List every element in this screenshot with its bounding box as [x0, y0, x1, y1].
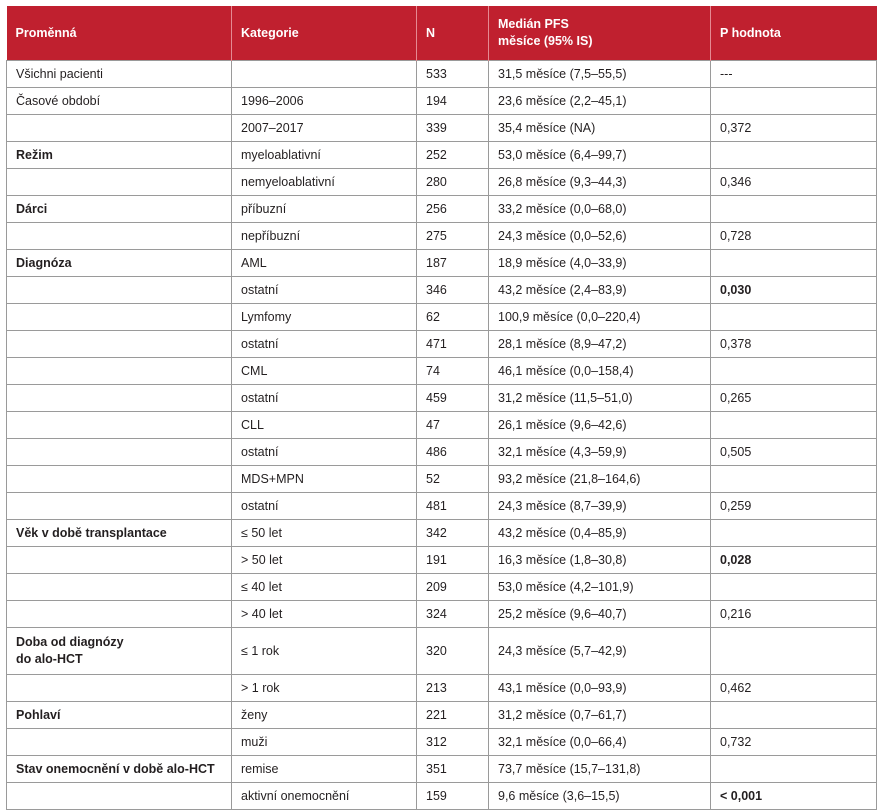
cell-median: 53,0 měsíce (6,4–99,7) — [489, 142, 711, 169]
cell-p-value — [711, 756, 877, 783]
cell-n: 62 — [417, 304, 489, 331]
header-n: N — [417, 6, 489, 61]
cell-median: 26,8 měsíce (9,3–44,3) — [489, 169, 711, 196]
table-row — [7, 783, 877, 810]
cell-p-value: 0,030 — [711, 277, 877, 304]
table-row — [7, 439, 877, 466]
cell-n: 471 — [417, 331, 489, 358]
cell-category: ostatní — [232, 331, 417, 358]
cell-variable — [7, 331, 232, 358]
table-row — [7, 169, 877, 196]
cell-category: nemyeloablativní — [232, 169, 417, 196]
cell-category: 1996–2006 — [232, 88, 417, 115]
table-row — [7, 223, 877, 250]
cell-n: 339 — [417, 115, 489, 142]
table-row — [7, 61, 877, 88]
table-row — [7, 358, 877, 385]
cell-n: 481 — [417, 493, 489, 520]
cell-category: aktivní onemocnění — [232, 783, 417, 810]
table-row — [7, 601, 877, 628]
cell-n: 209 — [417, 574, 489, 601]
cell-p-value — [711, 412, 877, 439]
cell-median: 33,2 měsíce (0,0–68,0) — [489, 196, 711, 223]
cell-p-value: 0,732 — [711, 729, 877, 756]
cell-category: > 1 rok — [232, 675, 417, 702]
header-median-pfs — [489, 6, 711, 61]
cell-n: 213 — [417, 675, 489, 702]
cell-p-value: 0,372 — [711, 115, 877, 142]
table-row — [7, 115, 877, 142]
cell-p-value: 0,728 — [711, 223, 877, 250]
cell-median: 25,2 měsíce (9,6–40,7) — [489, 601, 711, 628]
cell-median: 73,7 měsíce (15,7–131,8) — [489, 756, 711, 783]
cell-variable — [7, 729, 232, 756]
cell-p-value: 0,216 — [711, 601, 877, 628]
cell-p-value: 0,462 — [711, 675, 877, 702]
cell-category: AML — [232, 250, 417, 277]
cell-p-value — [711, 520, 877, 547]
cell-variable — [7, 675, 232, 702]
cell-variable — [7, 385, 232, 412]
cell-median: 35,4 měsíce (NA) — [489, 115, 711, 142]
cell-variable — [7, 277, 232, 304]
cell-n: 320 — [417, 628, 489, 675]
cell-variable — [7, 466, 232, 493]
cell-median: 24,3 měsíce (0,0–52,6) — [489, 223, 711, 250]
cell-category: muži — [232, 729, 417, 756]
header-p-value: P hodnota — [711, 6, 877, 61]
cell-n: 486 — [417, 439, 489, 466]
table-row — [7, 196, 877, 223]
cell-category — [232, 61, 417, 88]
table-header — [7, 6, 877, 61]
cell-n: 191 — [417, 547, 489, 574]
cell-n: 275 — [417, 223, 489, 250]
cell-p-value — [711, 304, 877, 331]
cell-variable-line2: do alo-HCT — [16, 652, 83, 666]
cell-category: CLL — [232, 412, 417, 439]
cell-p-value: --- — [711, 61, 877, 88]
cell-n: 47 — [417, 412, 489, 439]
cell-category: ostatní — [232, 493, 417, 520]
cell-p-value — [711, 702, 877, 729]
cell-category: > 40 let — [232, 601, 417, 628]
cell-variable: Pohlaví — [7, 702, 232, 729]
table-row — [7, 412, 877, 439]
cell-n: 342 — [417, 520, 489, 547]
cell-p-value: < 0,001 — [711, 783, 877, 810]
cell-n: 324 — [417, 601, 489, 628]
cell-variable — [7, 169, 232, 196]
table-row — [7, 304, 877, 331]
cell-variable — [7, 783, 232, 810]
cell-p-value — [711, 88, 877, 115]
cell-variable — [7, 628, 232, 675]
header-variable: Proměnná — [7, 6, 232, 61]
cell-p-value — [711, 574, 877, 601]
cell-median: 43,2 měsíce (0,4–85,9) — [489, 520, 711, 547]
cell-n: 459 — [417, 385, 489, 412]
cell-median: 9,6 měsíce (3,6–15,5) — [489, 783, 711, 810]
cell-n: 52 — [417, 466, 489, 493]
table-row — [7, 729, 877, 756]
cell-median: 53,0 měsíce (4,2–101,9) — [489, 574, 711, 601]
cell-variable — [7, 304, 232, 331]
cell-p-value: 0,505 — [711, 439, 877, 466]
cell-variable — [7, 547, 232, 574]
cell-n: 194 — [417, 88, 489, 115]
cell-category: příbuzní — [232, 196, 417, 223]
table-body — [7, 61, 877, 810]
cell-median: 24,3 měsíce (8,7–39,9) — [489, 493, 711, 520]
cell-median: 43,2 měsíce (2,4–83,9) — [489, 277, 711, 304]
cell-n: 221 — [417, 702, 489, 729]
cell-n: 74 — [417, 358, 489, 385]
cell-n: 351 — [417, 756, 489, 783]
header-median-line2: měsíce (95% IS) — [498, 34, 593, 48]
cell-median: 23,6 měsíce (2,2–45,1) — [489, 88, 711, 115]
cell-category: ostatní — [232, 277, 417, 304]
cell-category: ≤ 40 let — [232, 574, 417, 601]
cell-median: 100,9 měsíce (0,0–220,4) — [489, 304, 711, 331]
cell-median: 46,1 měsíce (0,0–158,4) — [489, 358, 711, 385]
table-row — [7, 466, 877, 493]
cell-category: remise — [232, 756, 417, 783]
table-row — [7, 277, 877, 304]
cell-variable — [7, 115, 232, 142]
cell-n: 187 — [417, 250, 489, 277]
cell-category: Lymfomy — [232, 304, 417, 331]
cell-category: ≤ 50 let — [232, 520, 417, 547]
cell-variable — [7, 223, 232, 250]
cell-median: 28,1 měsíce (8,9–47,2) — [489, 331, 711, 358]
cell-median: 18,9 měsíce (4,0–33,9) — [489, 250, 711, 277]
cell-variable: Všichni pacienti — [7, 61, 232, 88]
cell-p-value — [711, 466, 877, 493]
cell-p-value: 0,346 — [711, 169, 877, 196]
table-row — [7, 520, 877, 547]
cell-variable: Dárci — [7, 196, 232, 223]
cell-p-value — [711, 358, 877, 385]
cell-category: 2007–2017 — [232, 115, 417, 142]
cell-n: 533 — [417, 61, 489, 88]
cell-n: 256 — [417, 196, 489, 223]
cell-variable — [7, 601, 232, 628]
cell-category: CML — [232, 358, 417, 385]
cell-median: 32,1 měsíce (0,0–66,4) — [489, 729, 711, 756]
header-category: Kategorie — [232, 6, 417, 61]
cell-median: 24,3 měsíce (5,7–42,9) — [489, 628, 711, 675]
cell-category: ostatní — [232, 385, 417, 412]
cell-p-value: 0,265 — [711, 385, 877, 412]
pfs-results-table — [6, 6, 877, 810]
cell-p-value: 0,259 — [711, 493, 877, 520]
cell-median: 43,1 měsíce (0,0–93,9) — [489, 675, 711, 702]
table-row — [7, 675, 877, 702]
table-row — [7, 756, 877, 783]
cell-variable — [7, 412, 232, 439]
cell-variable: Stav onemocnění v době alo-HCT — [7, 756, 232, 783]
cell-category: > 50 let — [232, 547, 417, 574]
cell-variable — [7, 574, 232, 601]
table-row — [7, 493, 877, 520]
cell-p-value: 0,028 — [711, 547, 877, 574]
cell-n: 312 — [417, 729, 489, 756]
cell-median: 32,1 měsíce (4,3–59,9) — [489, 439, 711, 466]
cell-p-value — [711, 628, 877, 675]
table-row — [7, 547, 877, 574]
cell-median: 16,3 měsíce (1,8–30,8) — [489, 547, 711, 574]
cell-variable: Diagnóza — [7, 250, 232, 277]
cell-category: ostatní — [232, 439, 417, 466]
cell-variable — [7, 358, 232, 385]
cell-n: 280 — [417, 169, 489, 196]
table-row — [7, 331, 877, 358]
cell-n: 252 — [417, 142, 489, 169]
cell-category: myeloablativní — [232, 142, 417, 169]
cell-variable-line1: Doba od diagnózy — [16, 635, 124, 649]
table-row — [7, 628, 877, 675]
header-row — [7, 6, 877, 61]
cell-variable: Věk v době transplantace — [7, 520, 232, 547]
header-median-line1: Medián PFS — [498, 17, 569, 31]
cell-variable: Časové období — [7, 88, 232, 115]
cell-n: 159 — [417, 783, 489, 810]
cell-median: 31,5 měsíce (7,5–55,5) — [489, 61, 711, 88]
cell-category: nepříbuzní — [232, 223, 417, 250]
cell-p-value — [711, 142, 877, 169]
table-row — [7, 250, 877, 277]
cell-variable: Režim — [7, 142, 232, 169]
cell-p-value — [711, 250, 877, 277]
cell-p-value: 0,378 — [711, 331, 877, 358]
table-row — [7, 702, 877, 729]
cell-variable — [7, 439, 232, 466]
cell-category: ≤ 1 rok — [232, 628, 417, 675]
cell-variable — [7, 493, 232, 520]
cell-category: ženy — [232, 702, 417, 729]
table-row — [7, 574, 877, 601]
cell-median: 31,2 měsíce (11,5–51,0) — [489, 385, 711, 412]
cell-median: 93,2 měsíce (21,8–164,6) — [489, 466, 711, 493]
cell-n: 346 — [417, 277, 489, 304]
table-row — [7, 88, 877, 115]
table-row — [7, 385, 877, 412]
table-row — [7, 142, 877, 169]
cell-median: 26,1 měsíce (9,6–42,6) — [489, 412, 711, 439]
cell-median: 31,2 měsíce (0,7–61,7) — [489, 702, 711, 729]
results-table-container — [6, 6, 876, 810]
cell-p-value — [711, 196, 877, 223]
cell-category: MDS+MPN — [232, 466, 417, 493]
